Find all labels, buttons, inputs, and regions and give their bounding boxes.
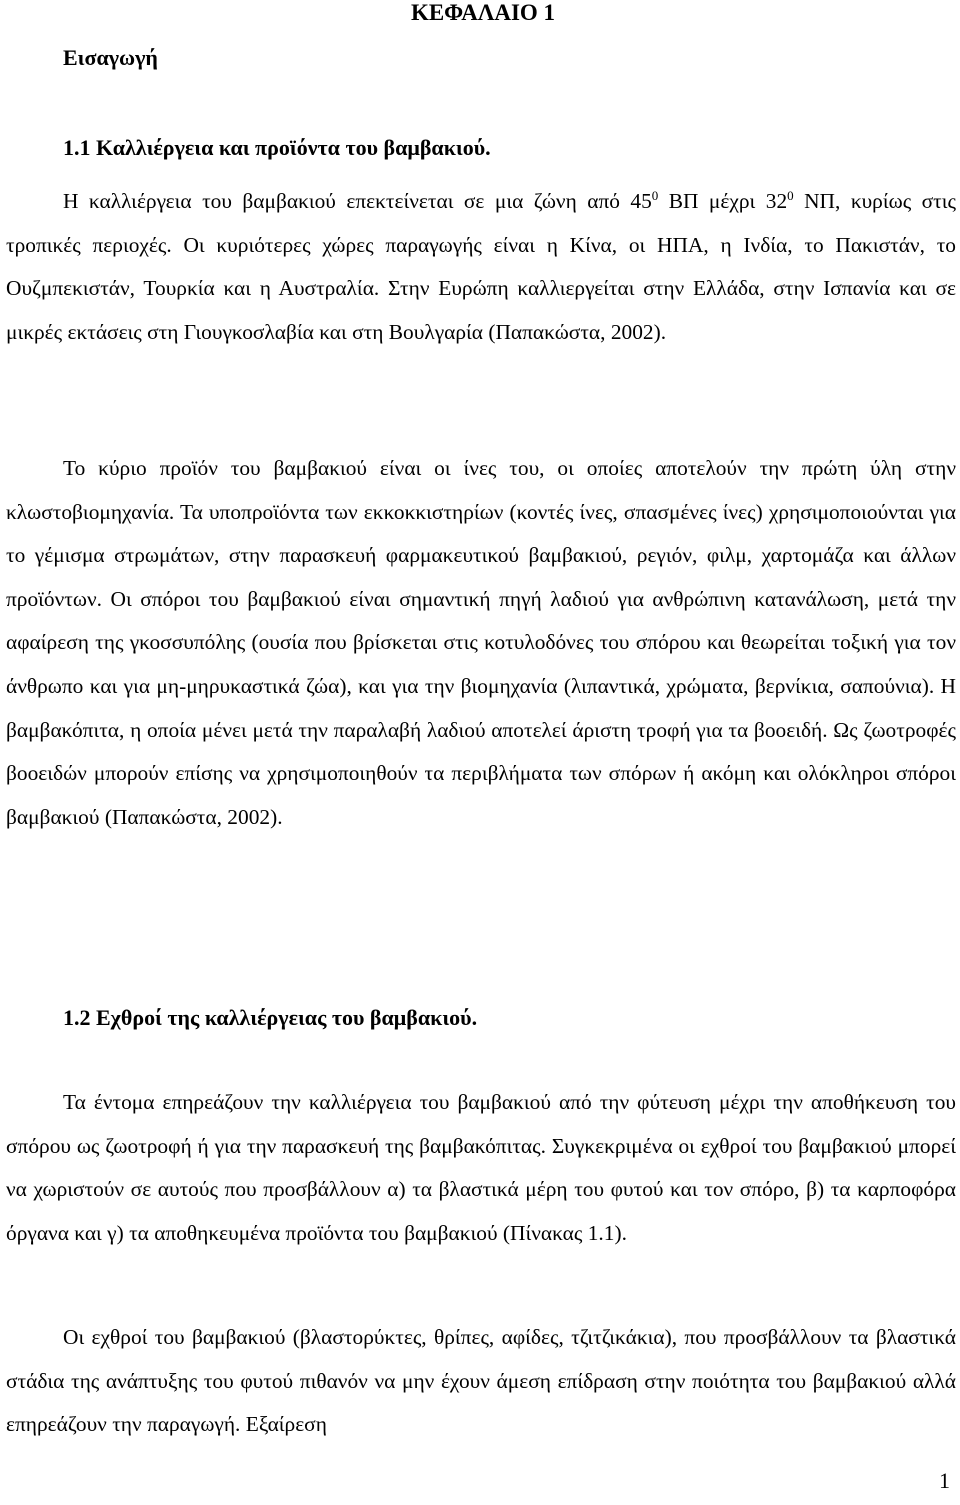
- paragraph-text: ΝΠ, κυρίως στις τροπικές περιοχές. Οι κυριότερες χώρες παραγωγής είναι η Κίνα, οι ΗΠΑ, η Ινδία, το Πακιστάν, το Ουζμπεκιστάν, Τουρκία και η Αυστραλία. Στην Ευρώπη καλλιεργείται στην Ελλάδα, στην Ισπανία και σε μικρές εκτάσεις στη Γιουγκοσλαβία και στη Βουλγαρία (Παπακώστα, 2002).: [6, 189, 956, 344]
- chapter-subtitle: Εισαγωγή: [63, 45, 158, 70]
- paragraph-text: Η καλλιέργεια του βαμβακιού επεκτείνεται σε μια ζώνη από 45: [63, 189, 652, 213]
- paragraph-text: Το κύριο προϊόν του βαμβακιού είναι οι ίνες του, οι οποίες αποτελούν την πρώτη ύλη στην κλωστοβιομηχανία. Τα υποπροϊόντα των εκκοκκιστηρίων (κοντές ίνες, σπασμένες ίνες) χρησιμοποιούνται για το γέμισμα στρωμάτων, στην παρασκευή φαρμακευτικού βαμβακιού, ρεγιόν, φιλμ, χαρτομάζα και άλλων προϊόντων. Οι σπόροι του βαμβακιού είναι σημαντική πηγή λαδιού για ανθρώπινη κατανάλωση, μετά την αφαίρεση της γκοσσυπόλης (ουσία που βρίσκεται στις κοτυλοδόνες του σπόρου και θεωρείται τοξική για τον άνθρωπο και για μη-μηρυκαστικά ζώα), και για την βιομηχανία (λιπαντικά, χρώματα, βερνίκια, σαπούνια). Η βαμβακόπιτα, η οποία μένει μετά την παραλαβή λαδιού αποτελεί άριστη τροφή για τα βοοειδή. Ως ζωοτροφές βοοειδών μπορούν επίσης να χρησιμοποιηθούν τα περιβλήματα των σπόρων ή ακόμη και ολόκληροι σπόροι βαμβακιού (Παπακώστα, 2002).: [6, 456, 956, 829]
- paragraph-text: ΒΠ μέχρι 32: [658, 189, 788, 213]
- section-heading-1-1: 1.1 Καλλιέργεια και προϊόντα του βαμβακιού.: [63, 135, 491, 160]
- paragraph-text: Τα έντομα επηρεάζουν την καλλιέργεια του βαμβακιού από την φύτευση μέχρι την αποθήκευση του σπόρου ως ζωοτροφή ή για την παρασκευή της βαμβακόπιτας. Συγκεκριμένα οι εχθροί του βαμβακιού μπορεί να χωριστούν σε αυτούς που προσβάλλουν α) τα βλαστικά μέρη του φυτού και τον σπόρο, β) τα καρποφόρα όργανα και γ) τα αποθηκευμένα προϊόντα του βαμβακιού (Πίνακας 1.1).: [6, 1090, 956, 1245]
- section-heading-1-2: 1.2 Εχθροί της καλλιέργειας του βαμβακιού.: [63, 1005, 478, 1030]
- chapter-title: ΚΕΦΑΛΑΙΟ 1: [410, 0, 556, 25]
- paragraph-1-1-a: [6, 180, 956, 354]
- degree-superscript: 0: [787, 187, 794, 203]
- paragraph-text: Οι εχθροί του βαμβακιού (βλαστορύκτες, θρίπες, αφίδες, τζιτζικάκια), που προσβάλλουν τα βλαστικά στάδια της ανάπτυξης του φυτού πιθανόν να μην έχουν άμεση επίδραση στην ποιότητα του βαμβακιού αλλά επηρεάζουν την παραγωγή. Εξαίρεση: [6, 1325, 956, 1437]
- paragraph-1-1-b: [6, 447, 956, 839]
- paragraph-1-2-a: [6, 1081, 956, 1255]
- page-number: 1: [939, 1468, 950, 1493]
- paragraph-1-2-b: [6, 1316, 956, 1447]
- degree-superscript: 0: [651, 187, 659, 203]
